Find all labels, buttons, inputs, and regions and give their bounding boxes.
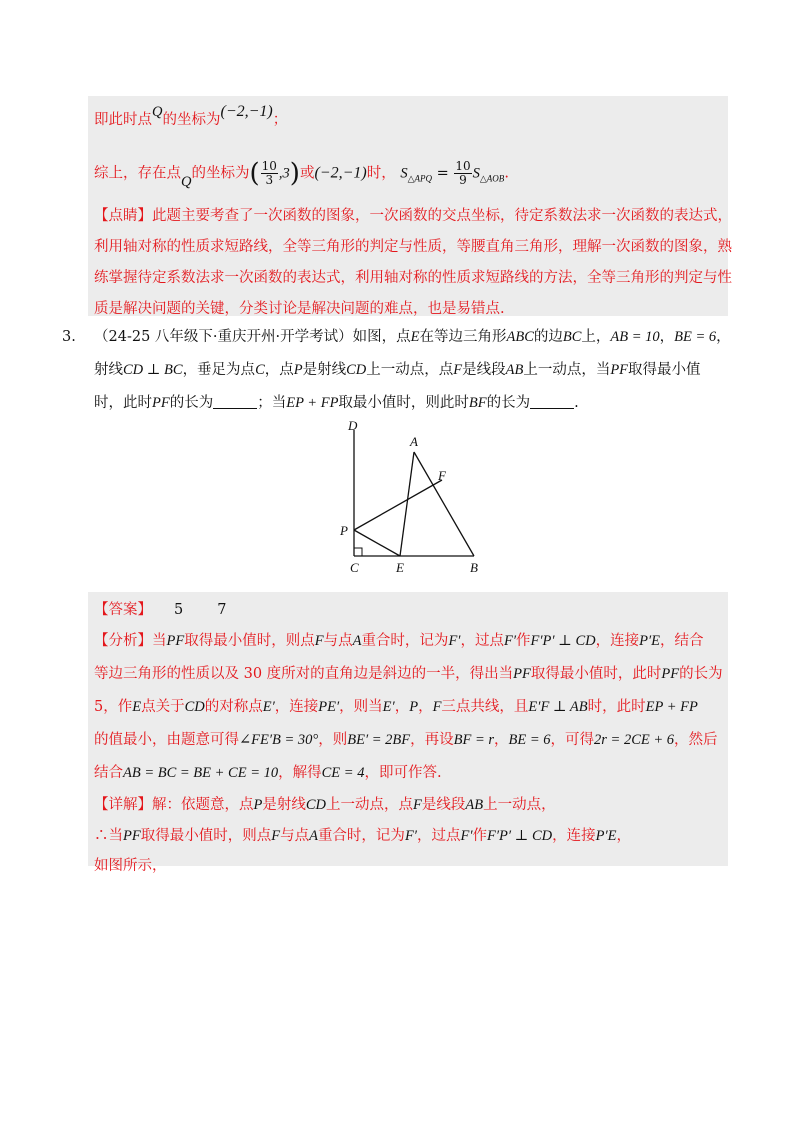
analysis-line-3	[94, 697, 698, 717]
expr: CE = 4	[321, 765, 365, 781]
text: 利用轴对称的性质求短路线，全等三角形的判定与性质，等腰直角三角形，理解一次函数的图象，熟	[94, 239, 732, 255]
var: F	[413, 797, 422, 813]
detail-line-1	[94, 795, 556, 815]
text: ，连接	[552, 828, 596, 844]
expr: F′P′ ⊥ CD	[487, 828, 553, 844]
text: 时，	[366, 165, 396, 182]
text: 与点	[280, 828, 310, 844]
equals: =	[431, 165, 454, 182]
area-s: S	[400, 165, 408, 182]
detail-line-3	[94, 856, 167, 876]
label-d: D	[348, 418, 358, 433]
var: P	[293, 362, 303, 378]
text: ，	[659, 329, 675, 345]
text: 重合时，记为	[317, 828, 405, 844]
detail-line-2	[94, 826, 631, 846]
expr: 2r = 2CE + 6	[594, 732, 675, 748]
text: 与点	[323, 633, 353, 649]
expr: BE′ = 2BF	[347, 732, 411, 748]
text: 点关于	[141, 699, 185, 715]
var: F	[453, 362, 463, 378]
var: BF	[468, 395, 487, 411]
text: ∴当	[94, 828, 123, 844]
text: 练掌握待定系数法求一次函数的表达式，利用轴对称的性质求短路线的方法，全等三角形的判定与性	[94, 270, 732, 286]
var: F	[314, 633, 324, 649]
text: （24-25 八年级下·重庆开州·开学考试）如图，点	[94, 329, 411, 345]
answer-blank-2[interactable]	[530, 394, 574, 409]
label-a: A	[410, 434, 418, 449]
text: 的对称点	[204, 699, 263, 715]
text: 是线段	[462, 362, 506, 378]
var: F	[271, 828, 281, 844]
comment-tag: 【点睛】	[94, 208, 152, 224]
question-line-2	[94, 360, 701, 380]
text: 取得最小值时，则点	[140, 828, 272, 844]
question-line-1	[94, 327, 731, 347]
text: 综上，存在点	[94, 165, 181, 182]
text: 等边三角形的性质以及 30 度所对的直角边是斜边的一半，得出当	[94, 666, 514, 682]
text: ，	[394, 699, 410, 715]
text: 的长为	[679, 666, 723, 682]
text: 在等边三角形	[419, 329, 507, 345]
comment-line-2	[94, 237, 732, 257]
var: E	[410, 329, 420, 345]
text: 的值最小，由题意可得	[94, 732, 239, 748]
expr: EP + FP	[286, 395, 339, 411]
var: F′	[503, 633, 516, 649]
text: ，过点	[460, 633, 504, 649]
label-e: E	[396, 560, 404, 575]
text: 上一动点，点	[366, 362, 454, 378]
text: 的坐标为	[191, 165, 250, 182]
expr: CD ⊥ BC	[123, 362, 183, 378]
expr: AB = BC = BE + CE = 10	[123, 765, 279, 781]
text: 的坐标为	[162, 112, 221, 128]
var: PF	[513, 666, 531, 682]
question-number: 3.	[62, 329, 76, 345]
var: PF	[152, 395, 170, 411]
text: ，则	[318, 732, 348, 748]
var: F′	[448, 633, 461, 649]
fraction-10-9: $\frac{10}{9}$	[455, 159, 471, 187]
text: 的长为	[169, 395, 214, 411]
var: PF	[661, 666, 680, 682]
fraction-10-3: $\frac{10}{3}$	[261, 159, 277, 187]
text: ，连接	[274, 699, 319, 715]
text: 或	[299, 165, 315, 182]
triangle-diagram	[330, 418, 500, 580]
comment-line-1	[94, 206, 732, 226]
var: PF	[610, 362, 629, 378]
var-q: Q	[152, 104, 163, 120]
text: 上一动点，	[483, 797, 556, 813]
analysis-line-1	[94, 631, 703, 651]
text: ，然后	[674, 732, 718, 748]
analysis-line-5	[94, 763, 442, 783]
text: ；	[272, 112, 288, 128]
text: 取得最小值	[628, 362, 701, 378]
text: 的边	[533, 329, 563, 345]
label-b: B	[470, 560, 478, 575]
analysis-line-2	[94, 664, 723, 684]
text: 取最小值时，则此时	[338, 395, 469, 411]
var: C	[255, 362, 265, 378]
var: F	[432, 699, 442, 715]
text: ，	[716, 329, 731, 345]
expr: BE = 6	[674, 329, 717, 345]
geometry-figure	[330, 418, 500, 580]
text: 是射线	[262, 797, 306, 813]
text: 三点共线，且	[441, 699, 529, 715]
var: AB	[505, 362, 524, 378]
text: ，则当	[339, 699, 383, 715]
answer-line	[94, 600, 226, 620]
text: ，	[418, 699, 433, 715]
text: 此题主要考查了一次函数的图象，一次函数的交点坐标，待定系数法求一次函数的表达式，	[152, 208, 732, 224]
coord: (−2,−1)	[314, 164, 367, 182]
expr: AB = 10	[610, 329, 660, 345]
var: P′E	[595, 828, 617, 844]
area-s: S	[472, 165, 480, 182]
expr: EP + FP	[645, 699, 698, 715]
var: P′E	[639, 633, 660, 649]
var: A	[352, 633, 362, 649]
text: ，可得	[550, 732, 595, 748]
label-p: P	[340, 523, 348, 538]
text: ，过点	[416, 828, 461, 844]
text: 如图所示，	[94, 858, 167, 874]
area-sub: △AOB	[479, 173, 505, 184]
text: ，	[494, 732, 509, 748]
var: AB	[465, 797, 484, 813]
text: 上，	[581, 329, 611, 345]
text: 解：依题意，点	[152, 797, 254, 813]
var: E′	[382, 699, 395, 715]
var: CD	[184, 699, 205, 715]
text: 结合	[94, 765, 123, 781]
label-c: C	[350, 560, 359, 575]
text: 质是解决问题的关键，分类讨论是解决问题的难点，也是易错点.	[94, 301, 505, 317]
coord-tail: ,3	[278, 165, 290, 182]
answer-blank-1[interactable]	[213, 394, 257, 409]
text: .	[504, 165, 509, 182]
var: PF	[166, 633, 185, 649]
expr: ∠FE′B = 30°	[239, 732, 319, 748]
text: ，再设	[410, 732, 454, 748]
text: ，	[616, 828, 631, 844]
text: 取得最小值时，此时	[530, 666, 662, 682]
text: 重合时，记为	[361, 633, 449, 649]
text: 是射线	[302, 362, 347, 378]
text: 5，作	[94, 699, 133, 715]
text: 作	[516, 633, 531, 649]
detail-tag: 【详解】	[94, 797, 152, 813]
var: F′	[460, 828, 473, 844]
result-line-2: 综上，存在点Q的坐标为( $\frac{10}{3}$ ,3)或(−2,−1)时， $S_{\triangle APQ}$ = $\frac{10}{9}$ $S_{\triangle AOB}$.	[94, 158, 509, 190]
text: ，即可作答.	[364, 765, 442, 781]
text: 时，此时	[587, 699, 646, 715]
question-line-3	[94, 393, 579, 413]
var: E′	[262, 699, 275, 715]
text: 的长为	[486, 395, 531, 411]
text: ，连接	[595, 633, 640, 649]
var: ABC	[506, 329, 534, 345]
answer-value-1: 5	[174, 602, 184, 618]
result-line-1	[94, 103, 288, 130]
text: ，解得	[278, 765, 322, 781]
coord: (−2,−1)	[220, 103, 273, 120]
text: .	[574, 395, 579, 411]
comment-line-4	[94, 299, 505, 319]
text: 上一动点，当	[523, 362, 611, 378]
var: E	[132, 699, 142, 715]
text: ；当	[257, 395, 287, 411]
var: PE′	[318, 699, 340, 715]
var: F′	[404, 828, 417, 844]
text: ，垂足为点	[182, 362, 256, 378]
text: 射线	[94, 362, 123, 378]
text: 时，此时	[94, 395, 152, 411]
var: PF	[123, 828, 141, 844]
expr: BF = r	[453, 732, 495, 748]
label-f: F	[438, 468, 446, 483]
text: 是线段	[421, 797, 466, 813]
text: 当	[152, 633, 167, 649]
comment-line-3	[94, 268, 732, 288]
answer-value-2: 7	[217, 602, 227, 618]
var: BC	[562, 329, 582, 345]
var: P	[253, 797, 263, 813]
var: P	[409, 699, 419, 715]
answer-tag: 【答案】	[94, 602, 152, 618]
text: 作	[472, 828, 487, 844]
analysis-tag: 【分析】	[94, 633, 152, 649]
var: CD	[346, 362, 367, 378]
expr: E′F ⊥ AB	[528, 699, 588, 715]
expr: BE = 6	[508, 732, 551, 748]
area-sub: △APQ	[407, 173, 432, 184]
var-q: Q	[181, 173, 192, 190]
text: ，结合	[659, 633, 704, 649]
expr: F′P′ ⊥ CD	[530, 633, 596, 649]
var: A	[309, 828, 318, 844]
text: 即此时点	[94, 112, 152, 128]
text: 取得最小值时，则点	[184, 633, 315, 649]
text: 上一动点，点	[326, 797, 414, 813]
var: CD	[305, 797, 327, 813]
text: ，点	[264, 362, 294, 378]
analysis-line-4	[94, 730, 718, 750]
